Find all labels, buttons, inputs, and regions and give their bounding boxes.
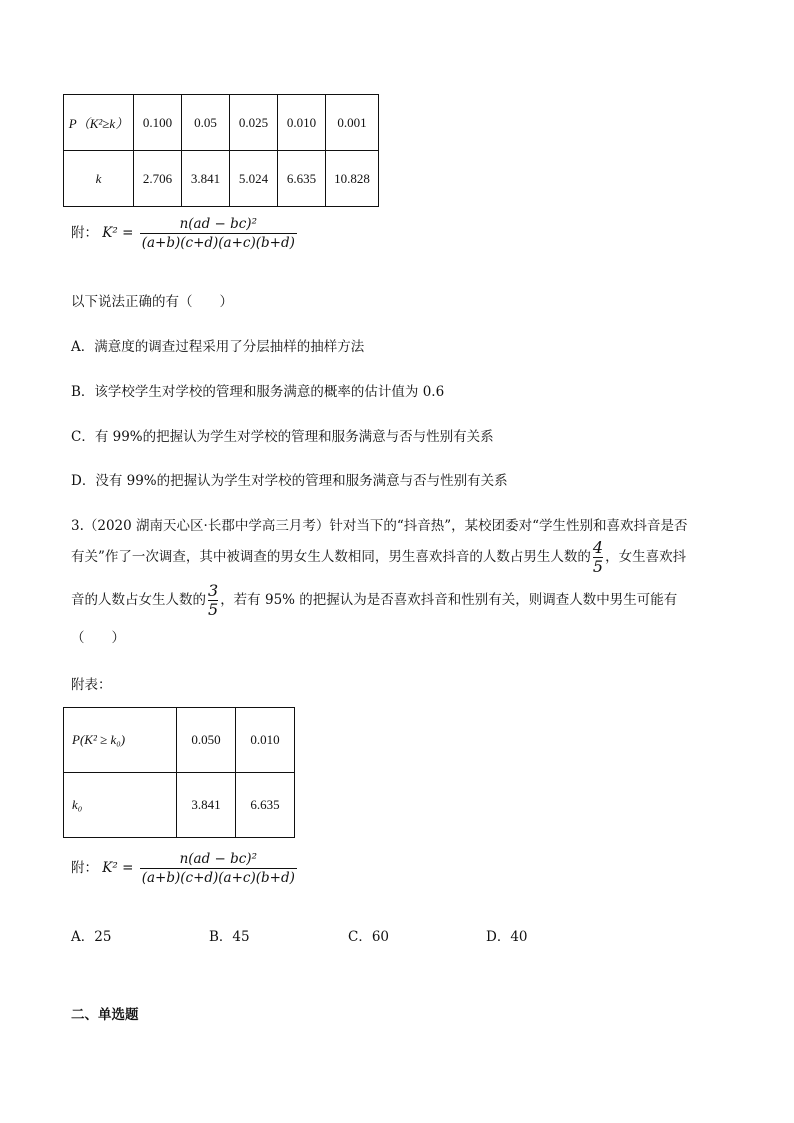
option-d: D．没有 99%的把握认为学生对学校的管理和服务满意与否与性别有关系 bbox=[71, 473, 508, 489]
table-row bbox=[64, 773, 295, 838]
question-3-line-2 bbox=[71, 539, 686, 576]
formula-1 bbox=[71, 216, 299, 251]
option-c: C．有 99%的把握认为学生对学校的管理和服务满意与否与性别有关系 bbox=[71, 429, 494, 445]
table-row bbox=[64, 95, 379, 151]
option-b: B．该学校学生对学校的管理和服务满意的概率的估计值为 0.6 bbox=[71, 384, 445, 400]
table-cell: 0.050 bbox=[177, 708, 236, 773]
question-prompt: 以下说法正确的有（ ） bbox=[71, 294, 233, 310]
formula-fraction bbox=[140, 216, 297, 251]
text-segment: 音的人数占女生人数的 bbox=[71, 592, 206, 608]
formula-prefix: 附： bbox=[71, 860, 98, 876]
table-cell: 0.010 bbox=[278, 95, 326, 151]
text-segment: ，女生喜欢抖 bbox=[605, 549, 687, 565]
q3-option-b: B．45 bbox=[209, 929, 250, 945]
formula-prefix: 附： bbox=[71, 225, 98, 241]
fraction-numerator: 4 bbox=[592, 538, 604, 557]
table-cell: 0.001 bbox=[326, 95, 379, 151]
table-cell: 6.635 bbox=[236, 773, 295, 838]
table-cell: 2.706 bbox=[134, 151, 182, 207]
option-a: A．满意度的调查过程采用了分层抽样的抽样方法 bbox=[71, 339, 365, 355]
critical-value-table-2 bbox=[63, 707, 295, 838]
formula-2 bbox=[71, 851, 299, 886]
table-cell: 10.828 bbox=[326, 151, 379, 207]
table-cell: 0.100 bbox=[134, 95, 182, 151]
question-3-line-1: 3.（2020 湖南天心区·长郡中学高三月考）针对当下的“抖音热”，某校团委对“学生性别和喜欢抖音是否 bbox=[71, 518, 688, 534]
formula-numerator: n(ad − bc)² bbox=[179, 216, 257, 232]
table-header-cell: k₀ bbox=[64, 773, 177, 838]
section-heading: 二、单选题 bbox=[71, 1007, 139, 1023]
formula-numerator: n(ad − bc)² bbox=[179, 851, 257, 867]
formula-lhs: K² = bbox=[102, 860, 134, 876]
table-cell: 0.010 bbox=[236, 708, 295, 773]
fraction-denominator: 5 bbox=[208, 600, 219, 619]
table-header-cell: P（K²≥k） bbox=[64, 95, 134, 151]
table-header-cell: k bbox=[64, 151, 134, 207]
fraction-numerator: 3 bbox=[208, 581, 219, 600]
q3-option-a: A．25 bbox=[71, 929, 112, 945]
formula-denominator: (a+b)(c+d)(a+c)(b+d) bbox=[141, 235, 295, 251]
table-cell: 3.841 bbox=[182, 151, 230, 207]
fraction-four-fifths bbox=[593, 539, 603, 576]
text-segment: ，若有 95% 的把握认为是否喜欢抖音和性别有关，则调查人数中男生可能有 bbox=[220, 592, 678, 608]
appendix-table-title: 附表： bbox=[71, 677, 112, 693]
table-row bbox=[64, 708, 295, 773]
text-segment: 有关”作了一次调查，其中被调查的男女生人数相同，男生喜欢抖音的人数占男生人数的 bbox=[71, 549, 591, 565]
fraction-denominator: 5 bbox=[592, 557, 604, 576]
question-3-line-3 bbox=[71, 582, 677, 619]
table-cell: 3.841 bbox=[177, 773, 236, 838]
fraction-three-fifths bbox=[208, 582, 218, 619]
table-cell: 0.025 bbox=[230, 95, 278, 151]
critical-value-table-1 bbox=[63, 94, 379, 207]
q3-option-c: C．60 bbox=[348, 929, 390, 945]
q3-option-d: D．40 bbox=[486, 929, 528, 945]
formula-lhs: K² = bbox=[102, 225, 134, 241]
table-cell: 0.05 bbox=[182, 95, 230, 151]
table-header-cell: P(K² ≥ k₀) bbox=[64, 708, 177, 773]
table-cell: 5.024 bbox=[230, 151, 278, 207]
table-cell: 6.635 bbox=[278, 151, 326, 207]
question-3-answer-blank: （ ） bbox=[71, 630, 125, 646]
formula-denominator: (a+b)(c+d)(a+c)(b+d) bbox=[141, 870, 295, 886]
formula-fraction bbox=[140, 851, 297, 886]
table-row bbox=[64, 151, 379, 207]
